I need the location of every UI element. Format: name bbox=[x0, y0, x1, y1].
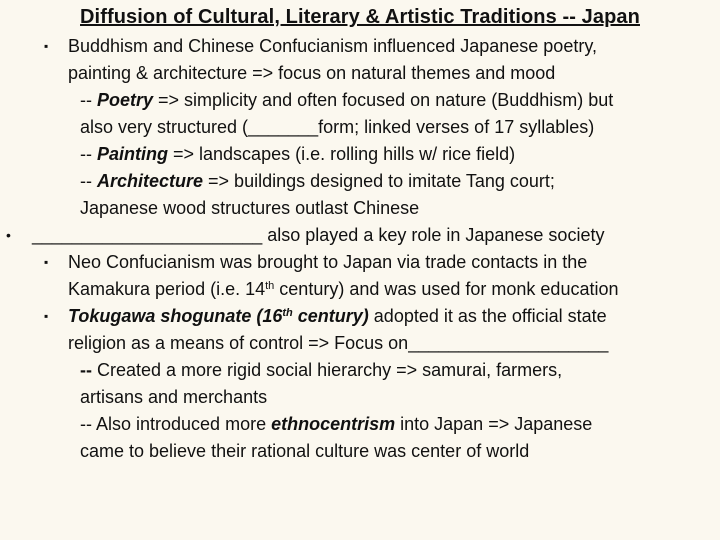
painting-text: => landscapes (i.e. rolling hills w/ rice field) bbox=[168, 144, 516, 164]
hierarchy-line-2: artisans and merchants bbox=[80, 387, 268, 407]
hierarchy-line-1 bbox=[80, 359, 562, 381]
square-bullet-icon: ▪ bbox=[44, 39, 49, 53]
blank-line-text: also played a key role in Japanese society bbox=[262, 225, 605, 245]
hierarchy-text: Created a more rigid social hierarchy => samurai, farmers, bbox=[92, 360, 563, 380]
neo-line-2-text: Kamakura period (i.e. 14 bbox=[68, 279, 266, 299]
ethno-line-2: came to believe their rational culture was center of world bbox=[80, 441, 530, 461]
ethno-text-start: -- Also introduced more bbox=[80, 414, 272, 434]
neo-line-2 bbox=[68, 278, 619, 300]
ordinal-suffix: th bbox=[282, 307, 293, 319]
poetry-line-1 bbox=[80, 89, 613, 111]
bullet-buddhism-line-2: painting & architecture => focus on natural themes and mood bbox=[68, 63, 556, 83]
dash-prefix: -- bbox=[80, 144, 97, 164]
dash-prefix: -- bbox=[80, 90, 97, 110]
ethno-text: into Japan => Japanese bbox=[395, 414, 593, 434]
architecture-line-2: Japanese wood structures outlast Chinese bbox=[80, 198, 420, 218]
painting-term: Painting bbox=[97, 144, 168, 164]
painting-line bbox=[80, 143, 515, 165]
dash-prefix: -- bbox=[80, 360, 92, 380]
poetry-text: => simplicity and often focused on nature (Buddhism) but bbox=[153, 90, 614, 110]
architecture-line-1 bbox=[80, 170, 555, 192]
ethno-line-1 bbox=[80, 413, 592, 435]
architecture-term: Architecture bbox=[97, 171, 204, 191]
tokugawa-line-2: religion as a means of control => Focus on____________________ bbox=[68, 333, 609, 353]
fill-in-blank: _______________________ bbox=[32, 225, 263, 245]
dash-prefix: -- bbox=[80, 171, 97, 191]
poetry-line-2: also very structured (_______form; linked verses of 17 syllables) bbox=[80, 117, 595, 137]
neo-line-1: Neo Confucianism was brought to Japan via trade contacts in the bbox=[68, 252, 588, 272]
neo-line-2-text-end: century) and was used for monk education bbox=[274, 279, 619, 299]
ethnocentrism-term: ethnocentrism bbox=[271, 414, 396, 434]
round-bullet-icon: • bbox=[6, 227, 11, 243]
architecture-text: => buildings designed to imitate Tang court; bbox=[203, 171, 555, 191]
square-bullet-icon: ▪ bbox=[44, 255, 49, 269]
bullet-blank-line bbox=[32, 224, 604, 246]
ordinal-suffix: th bbox=[265, 280, 275, 292]
poetry-term: Poetry bbox=[97, 90, 154, 110]
tokugawa-line-1 bbox=[68, 305, 607, 327]
bullet-buddhism-line-1: Buddhism and Chinese Confucianism influenced Japanese poetry, bbox=[68, 36, 597, 56]
tokugawa-term-end: century) bbox=[292, 306, 369, 326]
square-bullet-icon: ▪ bbox=[44, 309, 49, 323]
page-title: Diffusion of Cultural, Literary & Artistic Traditions -- Japan bbox=[80, 6, 640, 28]
tokugawa-text: adopted it as the official state bbox=[368, 306, 607, 326]
tokugawa-term: Tokugawa shogunate (16 bbox=[68, 306, 283, 326]
